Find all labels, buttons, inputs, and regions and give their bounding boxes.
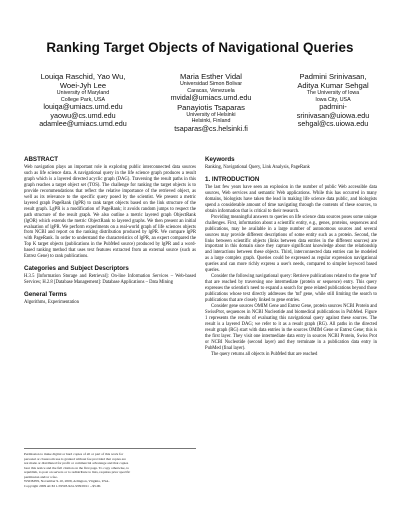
- footnote-line: WSDM'09, November 9-10, 2009, Arlington, Virginia, USA.: [24, 479, 110, 483]
- introduction-heading: 1. INTRODUCTION: [205, 175, 260, 183]
- intro-paragraph: The last few years have seen an explosion in the number of public Web accessible data sources, Web services and semantic Web applications. While this has occurred in many domains, biologists have taken the lead in making life science data public, and biologists spend a considerable amount of time navigating through the contents of these sources, to obtain information that is critical to their research.: [205, 184, 377, 214]
- right-column: [205, 156, 377, 358]
- abstract-text: Web navigation plays an important role in exploring public interconnected data sources such as life science data. A navigational query in the life science graph produces a result graph which is a layered directed acyclic graph (DAG). Traversing the result paths in this graph reaches a target object set (TOS). The challenge for ranking the target objects is to provide recommendations that reflect the relative importance of the retrieved object, as well as its relevance to the specific query posed by the scientist. We present a metric layered graph PageRank (lgPR) to rank target objects based on the link structure of the result graph. LgPR is a modification of PageRank; it avoids random jumps to respect the path structure of the result graph. We also outline a metric layered graph ObjectRank (lgOR) which extends the metric ObjectRank to layered graphs. We then present an initial evaluation of lgPR. We perform experiments on a real-world graph of life sciences objects from NCBI and report on the ranking distribution produced by lgPR. We compare lgPR with PageRank. In order to understand the characteristics of lgPR, an expert compared the Top K target objects (publications in the PubMed source) produced by lgPR and a word-based ranking method that uses text features extracted from an external source (such as Entrez Gene) to rank publications.: [24, 165, 196, 260]
- author-name: Panayiotis Tsaparas: [177, 102, 245, 112]
- author-name: Maria Esther Vidal: [180, 72, 242, 81]
- terms-text: Algorithms, Experimentation: [24, 300, 79, 306]
- author-list: [22, 72, 388, 134]
- author-name: Aditya Kumar Sehgal: [297, 81, 369, 90]
- intro-paragraph: Providing meaningful answers to queries on life science data sources poses some unique challenges. First, information about a scientific entity, e.g., genes, proteins, sequences and publications, may be available in a large number of autonomous sources and several sources may provide different descriptions of some entity such as a protein. Second, the links between scientific objects (links between data entries in the different sources) are important in this domain since they capture significant knowledge about the relationship and interactions between these objects. Third, interconnected data entries can be modeled as a large complex graph. Queries could be expressed as regular expression navigational queries and can more richly express a user's needs, compared to simpler keyword based queries.: [205, 214, 377, 274]
- author-name: Louiqa Raschid, Yao Wu,: [40, 72, 126, 81]
- author-email: srinivasan@uiowa.edu: [296, 110, 370, 120]
- author-affiliation: Helsinki, Finland: [191, 118, 231, 125]
- author-email: yaowu@cs.umd.edu: [50, 110, 116, 120]
- categories-heading: Categories and Subject Descriptors: [24, 265, 129, 273]
- author-block-iowa: [278, 72, 388, 134]
- intro-paragraph: Consider the following navigational query: Retrieve publications related to the gene 'tnf' that are reached by traversing one intermediate (protein or sequence) entry. This query expresses the scientist's need to expand a search for gene related publications beyond those publications whose text directly addresses the 'tnf' gene, while still limiting the search to publications that are closely linked to gene entries.: [205, 274, 377, 304]
- author-email: louiqa@umiacs.umd.edu: [43, 102, 123, 112]
- footnote-line: personal or classroom use is granted without fee provided that copies are: [24, 456, 126, 461]
- author-affiliation: Caracas, Venezuela: [187, 87, 235, 94]
- author-email: adamlee@umiacs.umd.edu: [39, 119, 127, 129]
- author-affiliation: University of Helsinki: [186, 111, 236, 118]
- intro-paragraph: The query returns all objects in PubMed that are reached: [211, 351, 318, 357]
- footnote-line: Copyright 2009 ACM 1-59593-924-3/09/0011 ...$5.00.: [24, 483, 102, 488]
- author-affiliation: University of Maryland: [56, 90, 110, 96]
- footnote-line: Permission to make digital or hard copies of all or part of this work for: [24, 452, 124, 456]
- footnote-line: republish, to post on servers or to redistribute to lists, requires prior specific: [24, 470, 131, 474]
- author-email: padmini-: [319, 102, 347, 112]
- author-email: tsaparas@cs.helsinki.fi: [174, 123, 248, 133]
- author-affiliation: Universidad Simon Bolivar: [179, 81, 243, 87]
- footnote-line: permission and/or a fee.: [24, 474, 58, 479]
- categories-text: H.3.5 [Information Storage and Retrieval]: On-line Information Services – Web-based Services; H.2.8 [Database Management]: Database Applications – Data Mining: [24, 274, 196, 286]
- author-email: mvidal@umiacs.umd.edu: [170, 93, 252, 103]
- author-affiliation: The University of Iowa: [306, 90, 360, 96]
- left-column: [24, 156, 196, 306]
- author-block-caracas-helsinki: [151, 72, 271, 134]
- permission-footnote: [24, 448, 196, 488]
- terms-heading: General Terms: [24, 291, 67, 299]
- author-block-maryland: [22, 72, 144, 134]
- abstract-heading: ABSTRACT: [24, 156, 59, 163]
- keywords-text: Ranking, Navigational Query, Link Analysis, PageRank: [205, 165, 310, 170]
- author-name: Woei-Jyh Lee: [59, 81, 107, 90]
- footnote-line: bear this notice and the full citation on the first page. To copy otherwise, to: [24, 465, 130, 470]
- keywords-heading: Keywords: [205, 156, 235, 163]
- paper-title: Ranking Target Objects of Navigational Queries: [46, 40, 354, 55]
- intro-paragraph: Consider gene sources OMIM Gene and Entrez Gene, protein sources NCBI Protein and SwissProt, sequences in NCBI Nucleotide and biomedical publications in PubMed. Figure 1 represents the results of evaluating this navigational query against these sources. The result is a layered DAG; we refer to it as a result graph (RG). All paths in the directed result graph (RG) start with data entries in the sources OMIM Gene or Entrez Gene; this is the first layer. They visit one intermediate data entry in sources NCBI Protein, Swiss Prot or NCBI Nucleotide (second layer) and they terminate in a publication data entry in PubMed (final layer).: [205, 304, 377, 351]
- author-name: Padmini Srinivasan,: [299, 72, 367, 81]
- footnote-line: not made or distributed for profit or commercial advantage and that copies: [24, 461, 129, 465]
- author-affiliation: College Park, USA: [60, 96, 106, 103]
- author-affiliation: Iowa City, USA: [315, 96, 351, 103]
- author-email: sehgal@cs.uiowa.edu: [297, 119, 369, 129]
